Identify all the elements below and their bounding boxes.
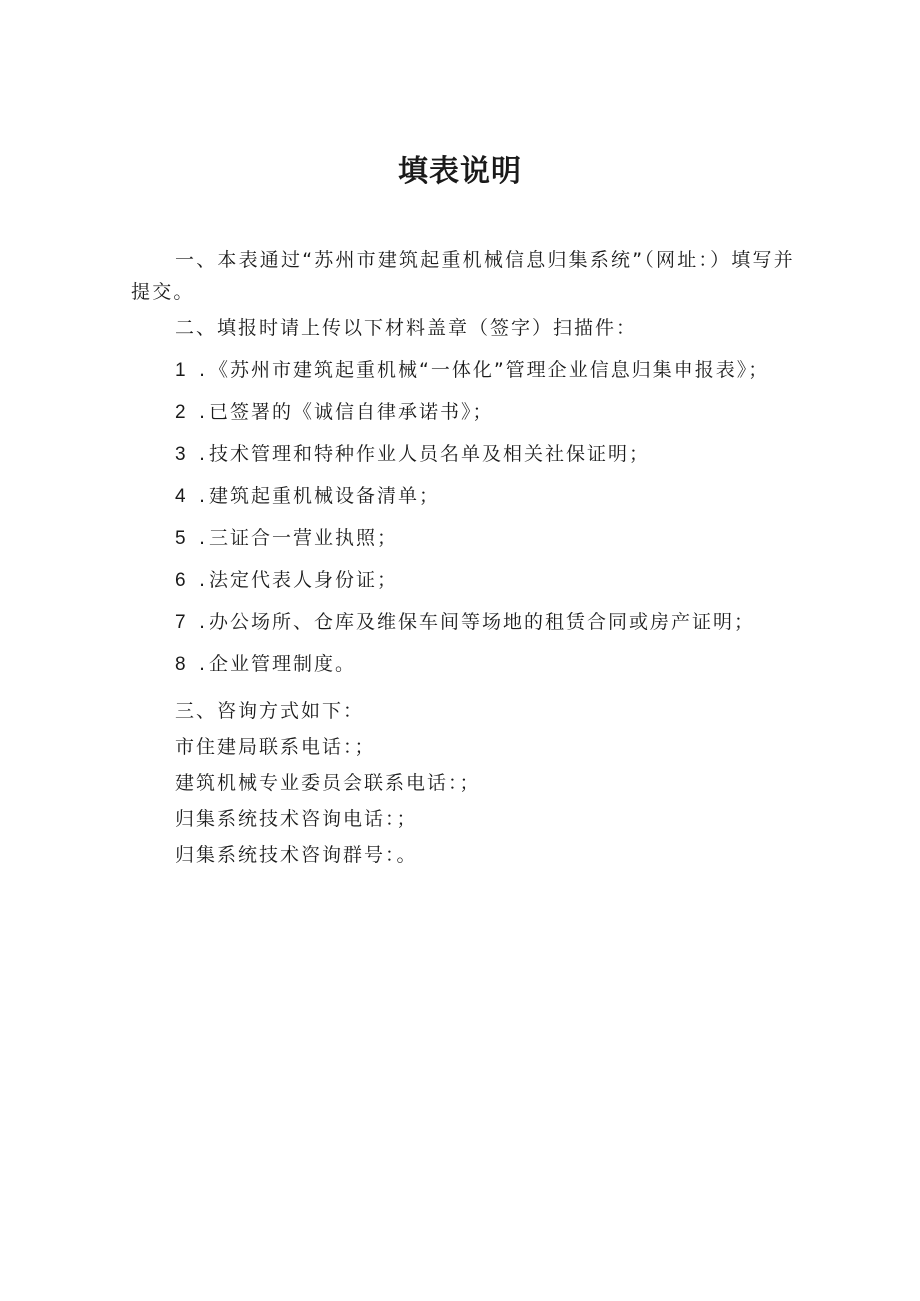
section-2-heading: 二、填报时请上传以下材料盖章（签字）扫描件：	[175, 317, 638, 339]
list-item-number: 4	[175, 486, 186, 507]
list-item: 8 . 企业管理制度。	[175, 650, 356, 679]
list-item: 2 . 已签署的《诚信自律承诺书》；	[175, 398, 494, 427]
list-item-text: 技术管理和特种作业人员名单及相关社保证明；	[209, 443, 651, 465]
list-item-number: 5	[175, 528, 186, 549]
list-item-number: 3	[175, 444, 186, 465]
list-item: 7 . 办公场所、仓库及维保车间等场地的租赁合同或房产证明；	[175, 608, 755, 637]
list-item-number: 2	[175, 402, 186, 423]
section-3-heading: 三、咨询方式如下：	[175, 700, 365, 722]
contact-line: 市住建局联系电话：；	[175, 736, 376, 758]
list-item-number: 8	[175, 654, 186, 675]
list-item-text: 法定代表人身份证；	[209, 569, 399, 591]
list-item: 4 . 建筑起重机械设备清单；	[175, 482, 440, 511]
page-title: 填表说明	[398, 154, 522, 189]
list-item-text: 三证合一营业执照；	[209, 527, 399, 549]
list-item-text: 办公场所、仓库及维保车间等场地的租赁合同或房产证明；	[209, 611, 756, 633]
contact-line: 归集系统技术咨询群号：。	[175, 844, 418, 866]
contact-line: 归集系统技术咨询电话：；	[175, 808, 418, 830]
list-item: 5 . 三证合一营业执照；	[175, 524, 398, 553]
list-item: 6 . 法定代表人身份证；	[175, 566, 398, 595]
list-item: 1 . 《苏州市建筑起重机械“一体化”管理企业信息归集申报表》；	[175, 356, 769, 385]
list-item-number: 1	[175, 360, 186, 381]
contact-line: 建筑机械专业委员会联系电话：；	[175, 772, 481, 794]
list-item: 3 . 技术管理和特种作业人员名单及相关社保证明；	[175, 440, 650, 469]
list-item-text: 建筑起重机械设备清单；	[209, 485, 441, 507]
list-item-number: 6	[175, 570, 186, 591]
section-1-paragraph: 一、本表通过“苏州市建筑起重机械信息归集系统”（网址：）填写并提交。	[131, 249, 795, 303]
list-item-text: 《苏州市建筑起重机械“一体化”管理企业信息归集申报表》；	[209, 359, 770, 381]
list-item-text: 企业管理制度。	[209, 653, 357, 675]
list-item-number: 7	[175, 612, 186, 633]
list-item-text: 已签署的《诚信自律承诺书》；	[209, 401, 494, 423]
